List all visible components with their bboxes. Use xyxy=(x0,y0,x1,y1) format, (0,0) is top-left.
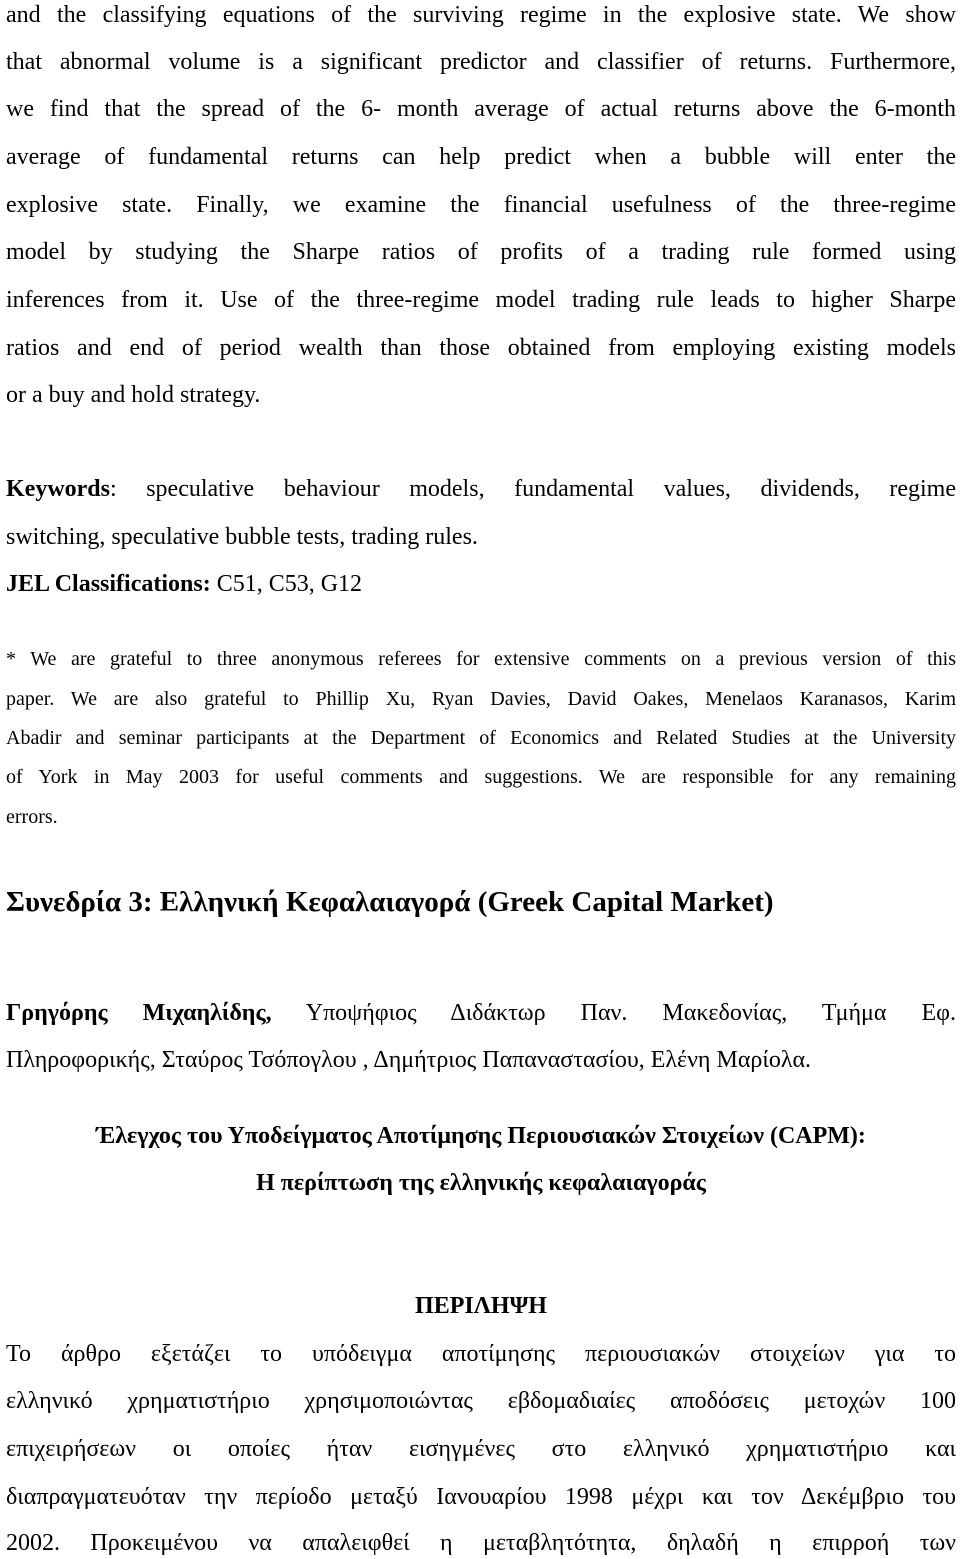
footnote-line: errors. xyxy=(6,806,58,828)
paper-title-line: Η περίπτωση της ελληνικής κεφαλαιαγοράς xyxy=(256,1170,706,1196)
greek-abstract-line: ελληνικό χρηματιστήριο χρησιμοποιώντας εβδομαδιαίες αποδόσεις μετοχών 100 xyxy=(6,1388,956,1414)
abstract-line: that abnormal volume is a significant predictor and classifier of returns. Furthermore, xyxy=(6,49,956,75)
abstract-line: model by studying the Sharpe ratios of profits of a trading rule formed using xyxy=(6,239,956,265)
authors-line xyxy=(6,998,956,1028)
abstract-line: we find that the spread of the 6- month average of actual returns above the 6-month xyxy=(6,96,956,122)
footnote-line: Abadir and seminar participants at the Department of Economics and Related Studies at the University xyxy=(6,727,956,749)
jel-label: JEL Classifications: xyxy=(6,571,211,597)
abstract-heading: ΠΕΡΙΛΗΨΗ xyxy=(415,1293,547,1319)
greek-abstract-line: επιχειρήσεων οι οποίες ήταν εισηγμένες στο ελληνικό χρηματιστήριο και xyxy=(6,1436,956,1462)
author-lead-name: Γρηγόρης Μιχαηλίδης, xyxy=(6,1000,272,1026)
abstract-line: and the classifying equations of the surviving regime in the explosive state. We show xyxy=(6,2,956,28)
author-affiliation: Υποψήφιος Διδάκτωρ Παν. Μακεδονίας, Τμήμα Εφ. xyxy=(271,1000,956,1026)
abstract-line: inferences from it. Use of the three-regime model trading rule leads to higher Sharpe xyxy=(6,287,956,313)
session-title: Συνεδρία 3: Ελληνική Κεφαλαιαγορά (Greek Capital Market) xyxy=(6,886,774,918)
paper-title-line: Έλεγχος του Υποδείγματος Αποτίμησης Περιουσιακών Στοιχείων (CAPM): xyxy=(96,1123,866,1149)
keywords-text: : speculative behaviour models, fundamental values, dividends, regime xyxy=(110,476,956,502)
abstract-line: or a buy and hold strategy. xyxy=(6,382,261,408)
abstract-line: average of fundamental returns can help predict when a bubble will enter the xyxy=(6,144,956,170)
footnote-line: of York in May 2003 for useful comments and suggestions. We are responsible for any remaining xyxy=(6,766,956,788)
abstract-line: ratios and end of period wealth than those obtained from employing existing models xyxy=(6,335,956,361)
footnote-line: paper. We are also grateful to Phillip Xu, Ryan Davies, David Oakes, Menelaos Karanasos, Karim xyxy=(6,688,956,710)
abstract-line: explosive state. Finally, we examine the financial usefulness of the three-regime xyxy=(6,192,956,218)
jel-line xyxy=(6,569,956,599)
greek-abstract-line: 2002. Προκειμένου να απαλειφθεί η μεταβλητότητα, δηλαδή η επιρροή των xyxy=(6,1530,956,1556)
keywords-line xyxy=(6,474,956,504)
keywords-label: Keywords xyxy=(6,476,110,502)
keywords-line: switching, speculative bubble tests, trading rules. xyxy=(6,524,478,550)
authors-line: Πληροφορικής, Σταύρος Τσόπογλου , Δημήτριος Παπαναστασίου, Ελένη Μαρίολα. xyxy=(6,1047,812,1073)
jel-value: C51, C53, G12 xyxy=(210,571,363,597)
greek-abstract-line: Το άρθρο εξετάζει το υπόδειγμα αποτίμησης περιουσιακών στοιχείων για το xyxy=(6,1341,956,1367)
greek-abstract-line: διαπραγματευόταν την περίοδο μεταξύ Ιανουαρίου 1998 μέχρι και τον Δεκέμβριο του xyxy=(6,1484,956,1510)
footnote-line: * We are grateful to three anonymous referees for extensive comments on a previous version of this xyxy=(6,648,956,670)
